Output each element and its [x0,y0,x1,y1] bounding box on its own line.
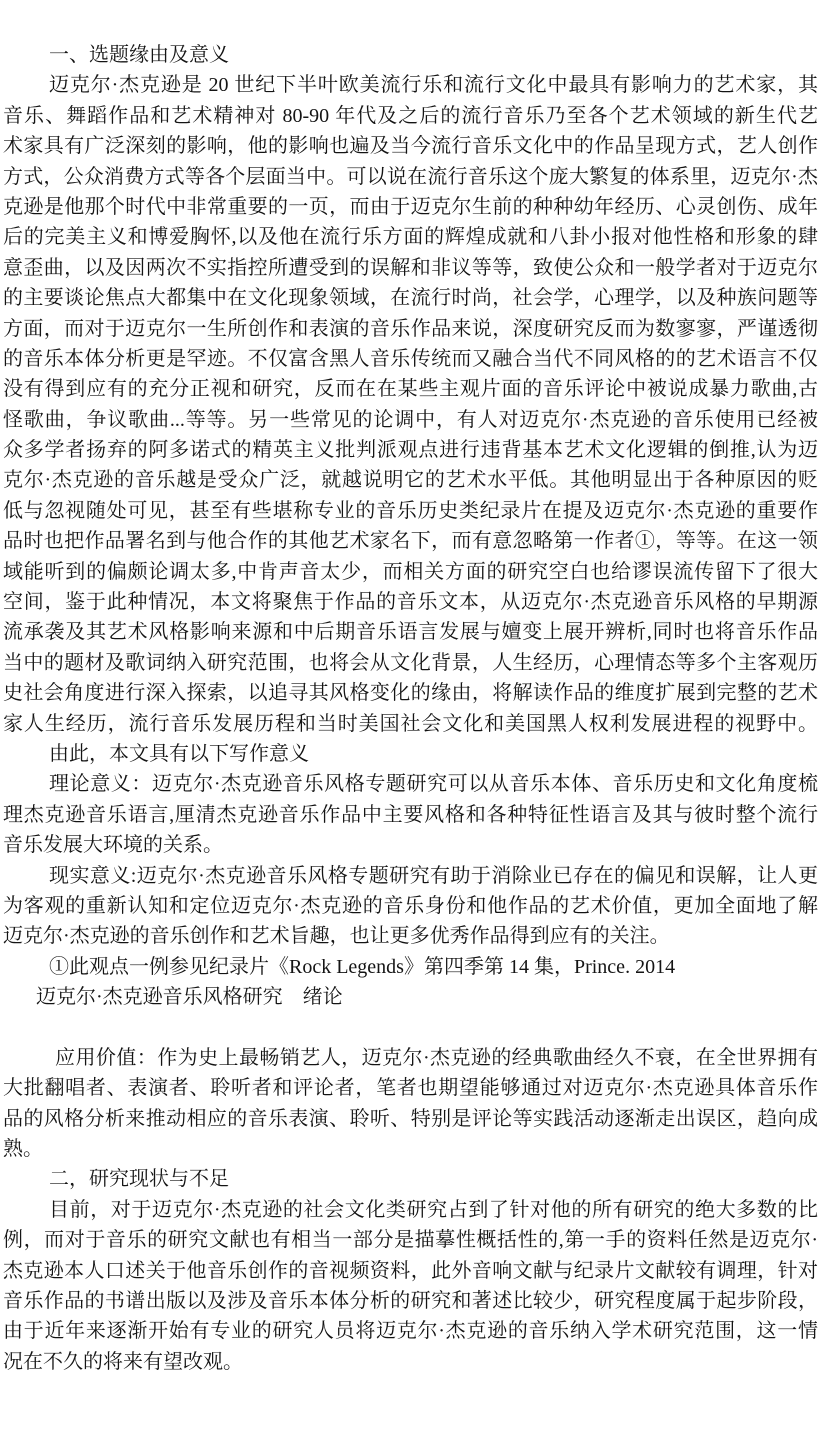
footnote-line: ①此观点一例参见纪录片《Rock Legends》第四季第 14 集，Prince. 2014 [49,955,676,978]
research-status-line: 况在不久的将来有望改观。 [3,1350,243,1373]
paragraph-1-line: 众多学者扬弃的阿多诺式的精英主义批判派观点进行违背基本艺术文化逻辑的倒推,认为迈 [3,439,818,462]
paragraph-1-line: 意歪曲，以及因两次不实指控所遭受到的误解和非议等等，致使公众和一般学者对于迈克尔 [3,256,818,279]
paragraph-1-line: 克尔·杰克逊的音乐越是受众广泛，就越说明它的艺术水平低。其他明显出于各种原因的贬 [3,469,818,492]
paragraph-1-line: 迈克尔·杰克逊是 20 世纪下半叶欧美流行乐和流行文化中最具有影响力的艺术家，其 [49,74,818,97]
paragraph-1-line: 的主要谈论焦点大都集中在文化现象领域，在流行时尚，社会学，心理学，以及种族问题等 [3,287,818,310]
paragraph-1-line: 方式，公众消费方式等各个层面当中。可以说在流行音乐这个庞大繁复的体系里，迈克尔·杰 [3,165,818,188]
running-header-line: 迈克尔·杰克逊音乐风格研究 绪论 [36,986,343,1009]
paragraph-1-line: 术家具有广泛深刻的影响，他的影响也遍及当今流行音乐文化中的作品呈现方式，艺人创作 [3,135,818,158]
transition-line: 由此，本文具有以下写作意义 [49,742,309,765]
paragraph-1-line: 低与忽视随处可见，甚至有些堪称专业的音乐历史类纪录片在提及迈克尔·杰克逊的重要作 [3,499,818,522]
research-status-line: 目前，对于迈克尔·杰克逊的社会文化类研究占到了针对他的所有研究的绝大多数的比 [49,1198,818,1221]
practical-significance-line: 迈克尔·杰克逊的音乐创作和艺术旨趣，也让更多优秀作品得到应有的关注。 [3,925,670,948]
paragraph-1-line: 方面，而对于迈克尔一生所创作和表演的音乐作品来说，深度研究反而为数寥寥，严谨透彻 [3,317,818,340]
paragraph-1-line: 家人生经历，流行音乐发展历程和当时美国社会文化和美国黑人权利发展进程的视野中。 [3,712,818,735]
application-value-line: 应用价值：作为史上最畅销艺人，迈克尔·杰克逊的经典歌曲经久不衰，在全世界拥有 [55,1046,818,1069]
practical-significance-line: 为客观的重新认知和定位迈克尔·杰克逊的音乐身份和他作品的艺术价值，更加全面地了解 [3,894,818,917]
research-status-line: 由于近年来逐渐开始有专业的研究人员将迈克尔·杰克逊的音乐纳入学术研究范围，这一情 [3,1320,818,1343]
paragraph-1-line: 空间，鉴于此种情况，本文将聚焦于作品的音乐文本，从迈克尔·杰克逊音乐风格的早期源 [3,591,818,614]
paragraph-1-line: 音乐、舞蹈作品和艺术精神对 80-90 年代及之后的流行音乐乃至各个艺术领域的新生代艺 [3,104,818,127]
section-heading-2: 二，研究现状与不足 [49,1168,229,1191]
application-value-line: 大批翻唱者、表演者、聆听者和评论者，笔者也期望能够通过对迈克尔·杰克逊具体音乐作 [3,1077,818,1100]
paragraph-1-line: 史社会角度进行深入探索，以追寻其风格变化的缘由，将解读作品的维度扩展到完整的艺术 [3,682,818,705]
section-heading-1: 一、选题缘由及意义 [49,44,229,66]
application-value-line: 熟。 [3,1138,43,1161]
paragraph-1-line: 品时也把作品署名到与他合作的其他艺术家名下，而有意忽略第一作者①，等等。在这一领 [3,530,818,553]
paragraph-1-line: 流承袭及其艺术风格影响来源和中后期音乐语言发展与嬗变上展开辨析,同时也将音乐作品 [3,621,818,644]
paragraph-1-line: 怪歌曲，争议歌曲...等等。另一些常见的论调中，有人对迈克尔·杰克逊的音乐使用已经被 [3,408,818,431]
paragraph-1-line: 后的完美主义和博爱胸怀,以及他在流行乐方面的辉煌成就和八卦小报对他性格和形象的肆 [3,226,818,249]
paragraph-1-line: 没有得到应有的充分正视和研究，反而在在某些主观片面的音乐评论中被说成暴力歌曲,古 [3,378,818,401]
research-status-line: 杰克逊本人口述关于他音乐创作的音视频资料，此外音响文献与纪录片文献较有调理，针对 [3,1259,818,1282]
paragraph-1-line: 域能听到的偏颇论调太多,中肯声音太少，而相关方面的研究空白也给谬误流传留下了很大 [3,560,818,583]
research-status-line: 例，而对于音乐的研究文献也有相当一部分是描摹性概括性的,第一手的资料任然是迈克尔· [3,1229,818,1252]
paragraph-1-line: 当中的题材及歌词纳入研究范围，也将会从文化背景，人生经历，心理情态等多个主客观历 [3,651,818,674]
research-status-line: 音乐作品的书谱出版以及涉及音乐本体分析的研究和著述比较少，研究程度属于起步阶段， [3,1290,818,1313]
blank-line [3,1013,818,1043]
theoretical-significance-line: 理杰克逊音乐语言,厘清杰克逊音乐作品中主要风格和各种特征性语言及其与彼时整个流行 [3,803,818,826]
paragraph-1-line: 克逊是他那个时代中非常重要的一页，而由于迈克尔生前的种种幼年经历、心灵创伤、成年 [3,195,818,218]
theoretical-significance-line: 音乐发展大环境的关系。 [3,834,223,857]
application-value-line: 品的风格分析来推动相应的音乐表演、聆听、特别是评论等实践活动逐渐走出误区，趋向成 [3,1107,818,1130]
practical-significance-line: 现实意义:迈克尔·杰克逊音乐风格专题研究有助于消除业已存在的偏见和误解，让人更 [49,864,818,887]
theoretical-significance-line: 理论意义：迈克尔·杰克逊音乐风格专题研究可以从音乐本体、音乐历史和文化角度梳 [49,773,818,796]
paragraph-1-line: 的音乐本体分析更是罕迹。不仅富含黑人音乐传统而又融合当代不同风格的的艺术语言不仅 [3,347,818,370]
